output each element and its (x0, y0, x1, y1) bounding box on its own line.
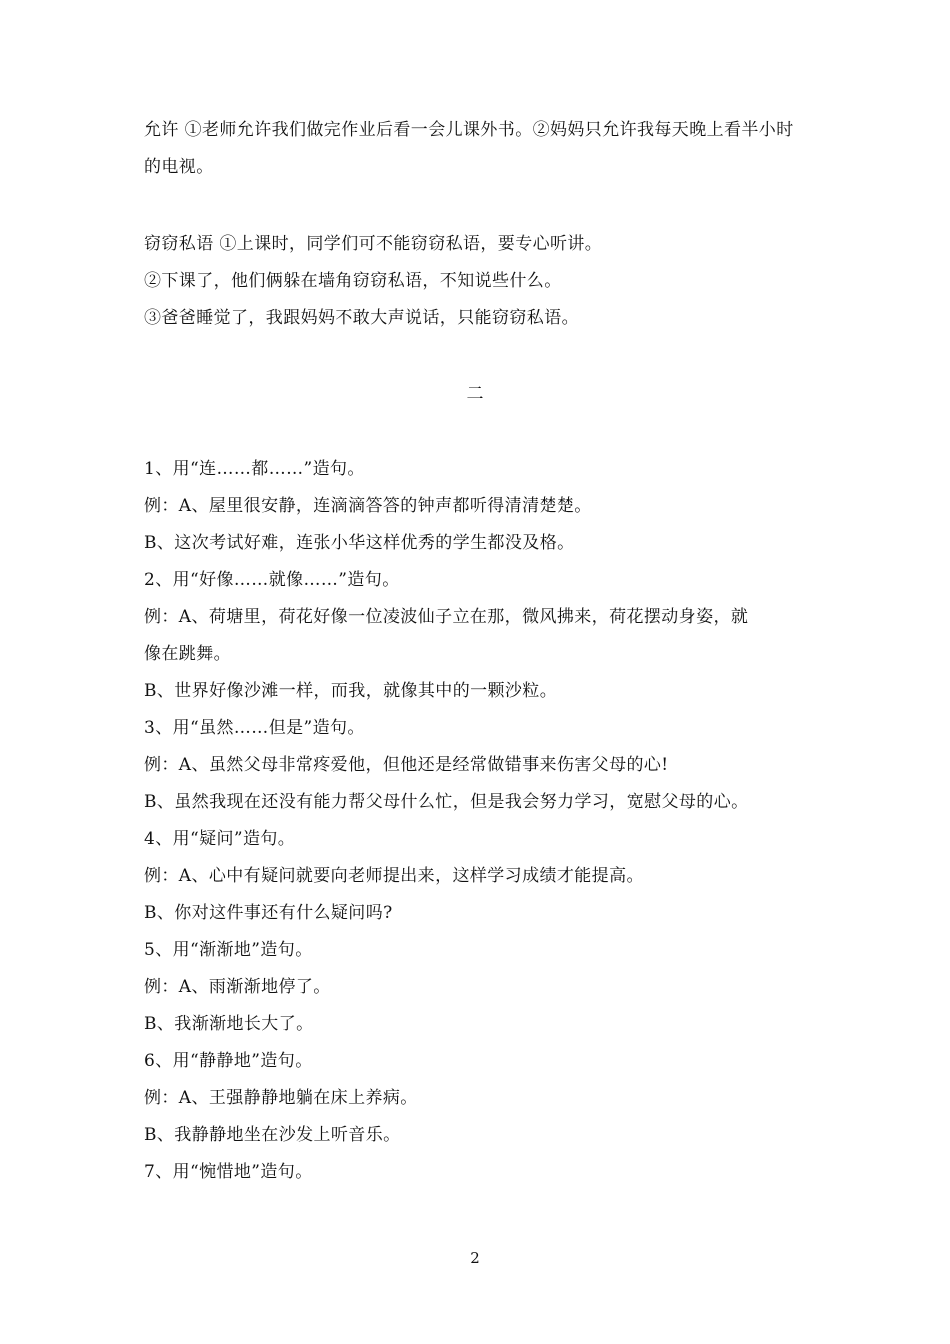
text-line: 3、用“虽然……但是”造句。 (144, 718, 365, 738)
text-line: 6、用“静静地”造句。 (144, 1051, 313, 1071)
paragraph-qieqie-2: ②下课了，他们俩躲在墙角窃窃私语，不知说些什么。 (144, 271, 562, 291)
text-line: B、世界好像沙滩一样，而我，就像其中的一颗沙粒。 (144, 681, 558, 701)
text-line: 1、用“连……都……”造句。 (144, 459, 365, 479)
text-line: 例：A、王强静静地躺在床上养病。 (144, 1088, 418, 1108)
text-line: 像在跳舞。 (144, 644, 231, 664)
text-line: 例：A、雨渐渐地停了。 (144, 977, 331, 997)
text-line: 例：A、屋里很安静，连滴滴答答的钟声都听得清清楚楚。 (144, 496, 592, 516)
text-line: B、我静静地坐在沙发上听音乐。 (144, 1125, 401, 1145)
text-line: 4、用“疑问”造句。 (144, 829, 296, 849)
text-line: 7、用“惋惜地”造句。 (144, 1162, 313, 1182)
text-line: 5、用“渐渐地”造句。 (144, 940, 313, 960)
section-heading: 二 (466, 384, 484, 404)
text-line: 2、用“好像……就像……”造句。 (144, 570, 400, 590)
page-number: 2 (470, 1249, 480, 1267)
paragraph-qieqie-1: 窃窃私语 ①上课时，同学们可不能窃窃私语，要专心听讲。 (144, 234, 603, 254)
paragraph-qieqie-3: ③爸爸睡觉了，我跟妈妈不敢大声说话，只能窃窃私语。 (144, 308, 579, 328)
paragraph-yunxu: 允许 ①老师允许我们做完作业后看一会儿课外书。②妈妈只允许我每天晚上看半小时的电视。 (144, 120, 794, 177)
text-line: 例：A、荷塘里，荷花好像一位凌波仙子立在那，微风拂来，荷花摆动身姿，就 (144, 607, 749, 627)
text-line: B、我渐渐地长大了。 (144, 1014, 314, 1034)
text-line: B、你对这件事还有什么疑问吗? (144, 903, 393, 923)
text-line: B、虽然我现在还没有能力帮父母什么忙，但是我会努力学习，宽慰父母的心。 (144, 792, 749, 812)
text-line: B、这次考试好难，连张小华这样优秀的学生都没及格。 (144, 533, 575, 553)
text-line: 例：A、心中有疑问就要向老师提出来，这样学习成绩才能提高。 (144, 866, 644, 886)
text-line: 例：A、虽然父母非常疼爱他，但他还是经常做错事来伤害父母的心! (144, 755, 669, 775)
